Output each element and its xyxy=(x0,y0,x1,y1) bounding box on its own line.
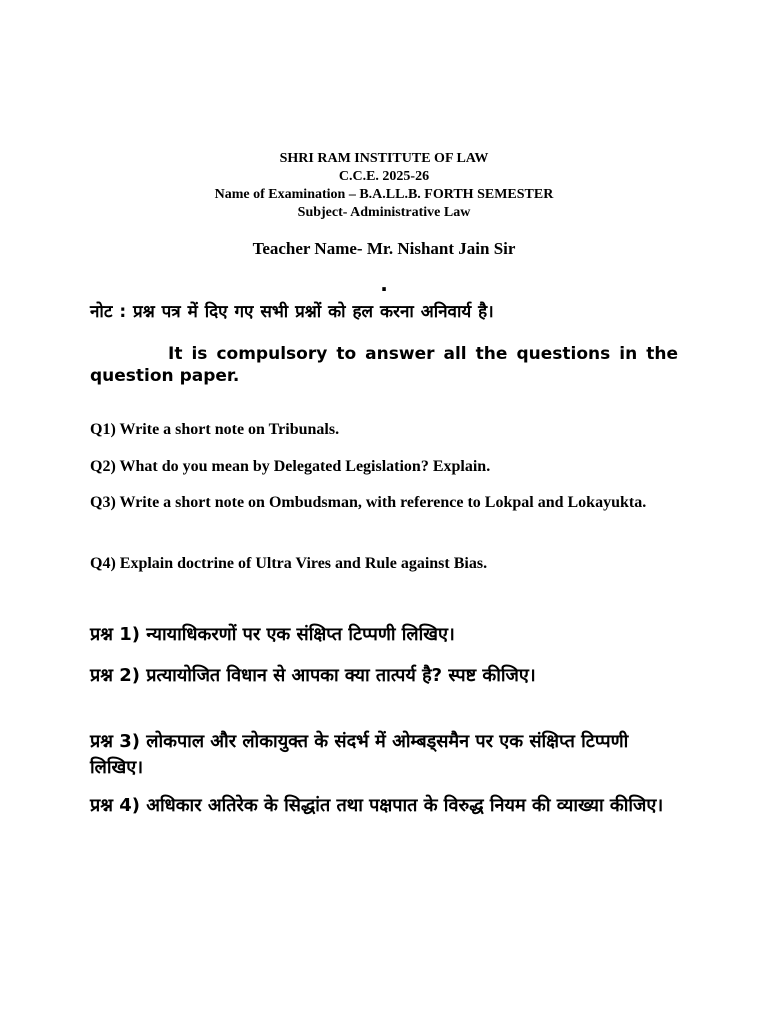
question-hi-3: प्रश्न 3) लोकपाल और लोकायुक्त के संदर्भ में ओम्बड्समैन पर एक संक्षिप्त टिप्पणी लिखिए। xyxy=(90,731,629,778)
exam-name: Name of Examination – B.A.LL.B. FORTH SEMESTER xyxy=(214,187,554,202)
question-hi-2: प्रश्न 2) प्रत्यायोजित विधान से आपका क्या तात्पर्य है? स्पष्ट कीजिए। xyxy=(90,665,536,686)
question-en-3-text: Q3) Write a short note on Ombudsman, with reference to Lokpal and Lokayukta. xyxy=(90,494,647,511)
instruction-english-text: It is compulsory to answer all the questions in the question paper. xyxy=(90,344,678,386)
question-en-2: Q2) What do you mean by Delegated Legislation? Explain. xyxy=(90,458,491,475)
question-hi-4: प्रश्न 4) अधिकार अतिरेक के सिद्धांत तथा पक्षपात के विरुद्ध नियम की व्याख्या कीजिए। xyxy=(90,795,664,816)
question-en-3 xyxy=(90,490,678,515)
question-en-1: Q1) Write a short note on Tribunals. xyxy=(90,421,340,438)
document-header xyxy=(0,150,768,222)
question-en-4: Q4) Explain doctrine of Ultra Vires and Rule against Bias. xyxy=(90,555,488,572)
question-hi-1: प्रश्न 1) न्यायाधिकरणों पर एक संक्षिप्त टिप्पणी लिखिए। xyxy=(90,624,455,645)
instruction-english xyxy=(90,343,678,387)
exam-code: C.C.E. 2025-26 xyxy=(338,169,430,184)
teacher-name: Teacher Name- Mr. Nishant Jain Sir xyxy=(252,239,516,258)
instruction-hindi: नोट : प्रश्न पत्र में दिए गए सभी प्रश्नों को हल करना अनिवार्य है। xyxy=(90,302,494,322)
subject-name: Subject- Administrative Law xyxy=(297,205,471,220)
institute-name: SHRI RAM INSTITUTE OF LAW xyxy=(279,151,489,166)
separator-dot: . xyxy=(380,272,388,296)
